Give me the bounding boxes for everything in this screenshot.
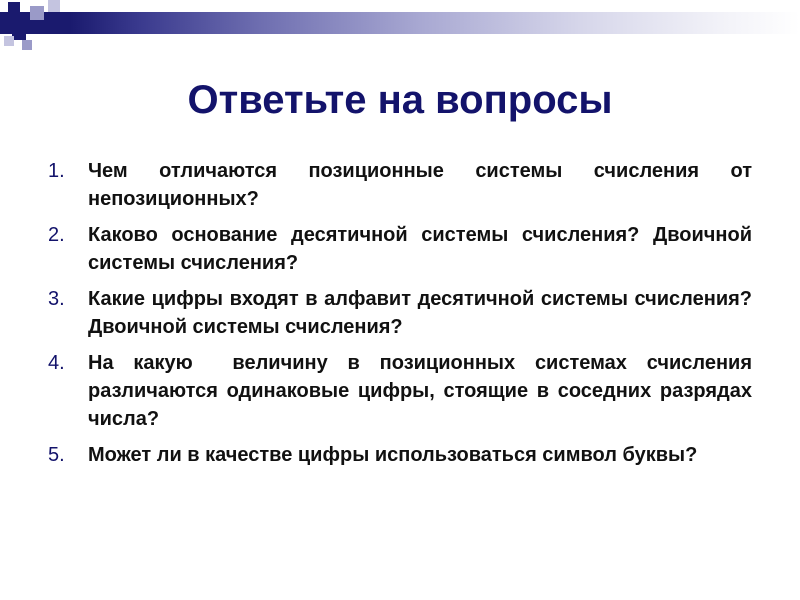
question-text: Чем отличаются позиционные системы счисления от непозиционных? xyxy=(88,160,752,210)
decorative-square xyxy=(12,26,26,40)
decorative-square xyxy=(22,40,32,50)
question-text: Может ли в качестве цифры использоваться символ буквы? xyxy=(88,444,698,466)
question-item xyxy=(48,441,752,469)
slide-title: Ответьте на вопросы xyxy=(187,78,613,122)
question-text: Какие цифры входят в алфавит десятичной системы счисления? Двоичной системы счисления? xyxy=(88,288,752,338)
question-item xyxy=(48,285,752,341)
question-item xyxy=(48,221,752,277)
question-item xyxy=(48,349,758,433)
question-item xyxy=(48,157,752,213)
top-decorative-band xyxy=(0,12,800,34)
question-text: Каково основание десятичной системы счисления? Двоичной системы счисления? xyxy=(88,224,752,274)
decorative-square xyxy=(30,6,44,20)
question-number: 1. xyxy=(48,160,65,182)
question-number: 4. xyxy=(48,352,65,374)
question-number: 2. xyxy=(48,224,65,246)
question-text: На какую величину в позиционных системах счисления различаются одинаковые цифры, стоящие в соседних разрядах числа? xyxy=(88,352,758,430)
question-list xyxy=(48,157,758,477)
decorative-square xyxy=(48,0,60,12)
decorative-square xyxy=(4,36,14,46)
decorative-square xyxy=(8,2,20,14)
question-number: 5. xyxy=(48,444,65,466)
question-number: 3. xyxy=(48,288,65,310)
